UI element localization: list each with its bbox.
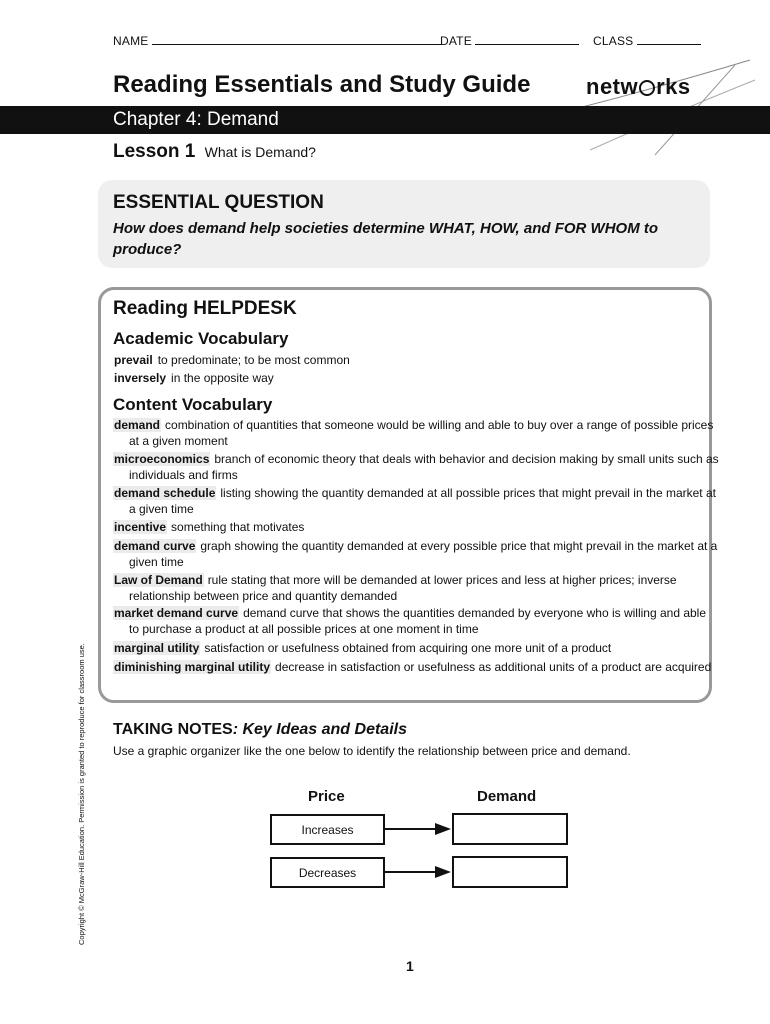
networks-logo xyxy=(586,74,691,100)
arrow-right-icon xyxy=(435,823,451,835)
price-decreases-box xyxy=(270,857,385,888)
taking-notes-subtitle: : Key Ideas and Details xyxy=(232,721,407,738)
essential-question-text: How does demand help societies determine WHAT, HOW, and FOR WHOM to produce? xyxy=(113,220,659,258)
definition: satisfaction or usefulness obtained from acquiring one more unit of a product xyxy=(204,641,612,655)
price-increases-box xyxy=(270,814,385,845)
name-field xyxy=(113,34,442,48)
logo-o-icon xyxy=(639,80,655,96)
helpdesk-heading: Reading HELPDESK xyxy=(113,298,297,319)
lesson-heading xyxy=(113,141,316,163)
chapter-title: Chapter 4: Demand xyxy=(113,109,279,130)
academic-vocabulary-heading: Academic Vocabulary xyxy=(113,329,289,348)
definition: rule stating that more will be demanded at lower prices and less at higher prices; inverse relationship between price and quantity demanded xyxy=(129,573,677,603)
content-term-row xyxy=(113,572,719,604)
term: market demand curve xyxy=(114,606,239,620)
name-blank[interactable] xyxy=(152,34,442,45)
term: demand xyxy=(114,418,161,432)
academic-term-row xyxy=(113,352,719,368)
price-column-heading: Price xyxy=(308,788,345,805)
date-blank[interactable] xyxy=(475,34,579,45)
content-term-row xyxy=(113,417,719,449)
content-term-row xyxy=(113,538,719,570)
logo-text-start: netw xyxy=(586,74,639,99)
definition: something that motivates xyxy=(171,520,305,534)
taking-notes-title: TAKING NOTES xyxy=(113,721,233,738)
arrow-right-icon xyxy=(435,866,451,878)
content-term-row xyxy=(113,519,719,535)
term: marginal utility xyxy=(114,641,200,655)
taking-notes-instruction: Use a graphic organizer like the one below to identify the relationship between price and demand. xyxy=(113,744,631,758)
class-field xyxy=(593,34,701,48)
date-label: DATE xyxy=(440,34,472,48)
arrow-line xyxy=(385,828,437,830)
demand-column-heading: Demand xyxy=(477,788,537,805)
term: demand curve xyxy=(114,539,196,553)
content-term-row xyxy=(113,605,719,637)
term: demand schedule xyxy=(114,486,216,500)
content-term-row xyxy=(113,659,719,675)
term: incentive xyxy=(114,520,167,534)
term: diminishing marginal utility xyxy=(114,660,271,674)
class-blank[interactable] xyxy=(637,34,701,45)
price-decreases-label: Decreases xyxy=(298,865,357,880)
lesson-label: Lesson 1 xyxy=(113,141,196,162)
copyright-notice: Copyright © McGraw-Hill Education. Permission is granted to reproduce for classroom use. xyxy=(77,643,86,945)
price-increases-label: Increases xyxy=(301,822,354,837)
academic-term-row xyxy=(113,370,719,386)
term: inversely xyxy=(114,371,167,385)
definition: listing showing the quantity demanded at all possible prices that might prevail in the market at a given time xyxy=(129,486,716,516)
term: Law of Demand xyxy=(114,573,203,587)
arrow-line xyxy=(385,871,437,873)
demand-answer-box-1[interactable] xyxy=(452,813,568,845)
lesson-subtitle: What is Demand? xyxy=(204,144,316,160)
definition: demand curve that shows the quantities demanded by everyone who is willing and able to purchase a product at all possible prices at one moment in time xyxy=(129,606,707,636)
essential-question-heading: ESSENTIAL QUESTION xyxy=(113,192,324,213)
definition: in the opposite way xyxy=(171,371,274,385)
definition: decrease in satisfaction or usefulness as additional units of a product are acquired xyxy=(275,660,712,674)
content-term-row xyxy=(113,485,719,517)
definition: to predominate; to be most common xyxy=(157,353,350,367)
content-vocabulary-heading: Content Vocabulary xyxy=(113,395,273,414)
page-number: 1 xyxy=(406,958,414,974)
name-label: NAME xyxy=(113,34,149,48)
definition: graph showing the quantity demanded at every possible price that might prevail in the market at a given time xyxy=(129,539,718,569)
class-label: CLASS xyxy=(593,34,634,48)
definition: combination of quantities that someone would be willing and able to buy over a range of possible prices at a given moment xyxy=(129,418,714,448)
date-field xyxy=(440,34,579,48)
definition: branch of economic theory that deals with behavior and decision making by small units such as individuals and firms xyxy=(129,452,719,482)
demand-answer-box-2[interactable] xyxy=(452,856,568,888)
taking-notes-heading xyxy=(113,721,407,739)
logo-text-end: rks xyxy=(656,74,691,99)
page-title: Reading Essentials and Study Guide xyxy=(113,71,531,98)
term: prevail xyxy=(114,353,153,367)
content-term-row xyxy=(113,451,719,483)
content-term-row xyxy=(113,640,719,656)
term: microeconomics xyxy=(114,452,210,466)
brand-swoosh-decoration xyxy=(560,50,760,160)
